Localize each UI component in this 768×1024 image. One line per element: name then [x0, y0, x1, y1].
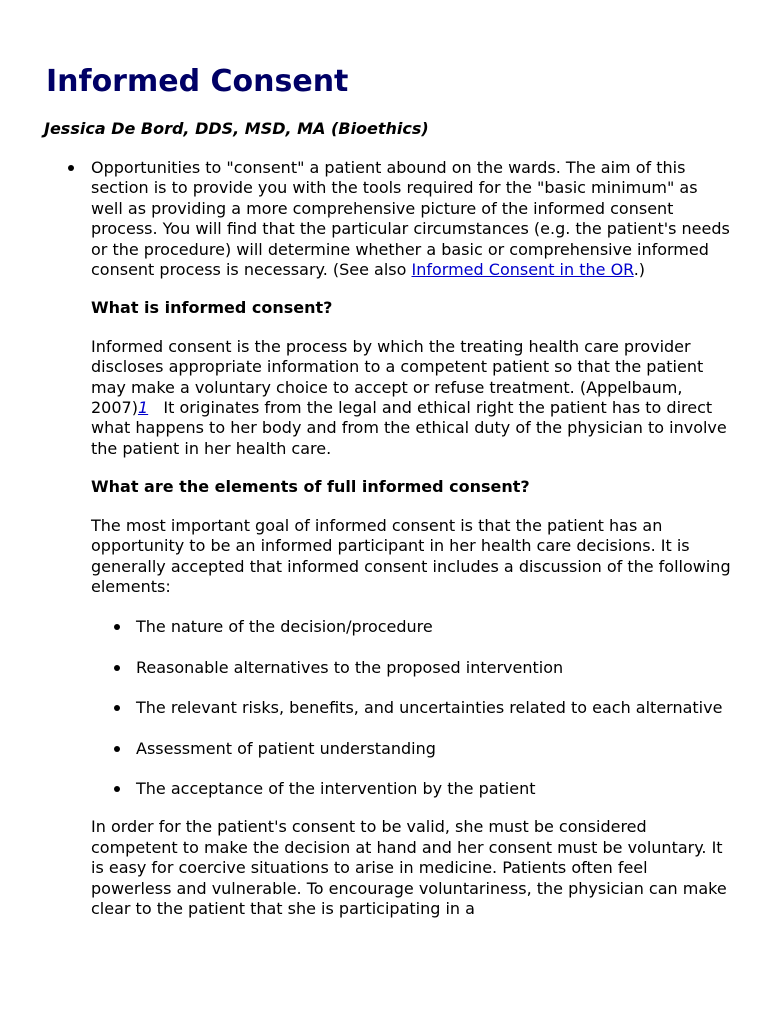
definition-text: Informed consent is the process by which the treating health care provider discloses appropriate information to a competent patient so that the patient may make a voluntary choice to accept or refuse treatment. (Appelbaum, 2007) — [91, 336, 704, 418]
article-body — [91, 158, 731, 919]
section-heading-what-is: What is informed consent? — [91, 298, 333, 318]
informed-consent-or-link[interactable]: Informed Consent in the OR — [411, 260, 634, 280]
validity-paragraph: In order for the patient's consent to be valid, she must be considered competent to make the decision at hand and her consent must be voluntary. It is easy for coercive situations to arise in medicine. Patients often feel powerless and vulnerable. To encourage voluntariness, the physician can make clear to the patient that she is participating in a — [91, 817, 727, 918]
intro-after-link: .) — [633, 260, 646, 280]
elements-list — [91, 617, 731, 799]
intro-text: Opportunities to "consent" a patient abound on the wards. The aim of this section is to provide you with the tools required for the "basic minimum" as well as providing a more comprehensive picture of the informed consent process. You will find that the particular circumstances (e.g. the patient's needs or the procedure) will determine whether a basic or comprehensive informed consent process is necessary. (See also — [91, 158, 730, 280]
list-item: The acceptance of the intervention by the patient — [136, 779, 731, 799]
bullet-icon — [114, 624, 120, 630]
intro-paragraph — [91, 158, 731, 280]
author-byline: Jessica De Bord, DDS, MSD, MA (Bioethics) — [44, 119, 429, 138]
definition-text-cont: It originates from the legal and ethical right the patient has to direct what happens to her body and from the ethical duty of the physician to involve the patient in her health care. — [91, 398, 727, 458]
elements-intro-paragraph: The most important goal of informed consent is that the patient has an opportunity to be an informed participant in her health care decisions. It is generally accepted that informed consent includes a discussion of the following elements: — [91, 515, 731, 596]
bullet-icon — [114, 705, 120, 711]
citation-link[interactable]: 1 — [137, 398, 149, 418]
section-heading-elements: What are the elements of full informed consent? — [91, 477, 530, 497]
bullet-icon — [114, 746, 120, 752]
list-item: The relevant risks, benefits, and uncertainties related to each alternative — [136, 698, 731, 718]
bullet-icon — [68, 165, 74, 171]
page-title: Informed Consent — [46, 64, 349, 99]
bullet-icon — [114, 665, 120, 671]
bullet-icon — [114, 786, 120, 792]
list-item: The nature of the decision/procedure — [136, 617, 731, 637]
list-item: Reasonable alternatives to the proposed intervention — [136, 658, 731, 678]
definition-paragraph — [91, 337, 731, 459]
list-item: Assessment of patient understanding — [136, 739, 731, 759]
